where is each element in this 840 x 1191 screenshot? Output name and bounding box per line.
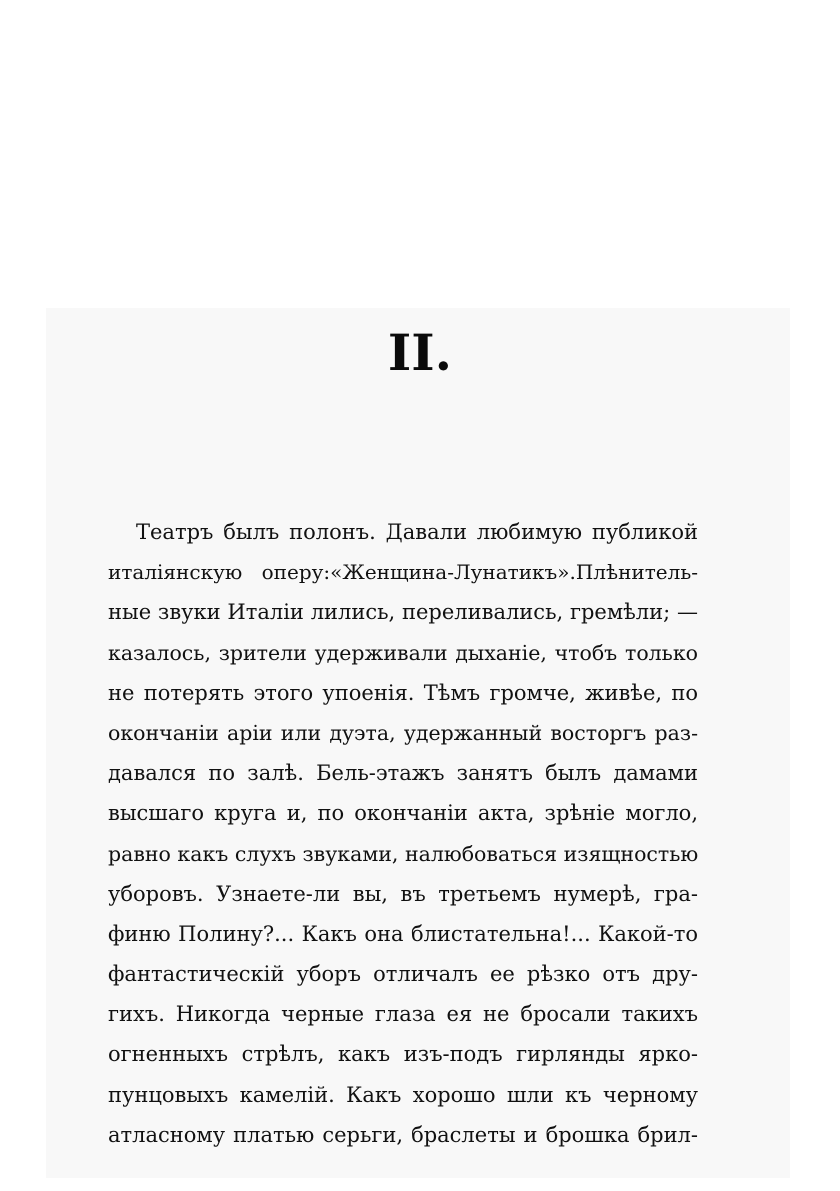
body-text <box>108 512 698 1155</box>
text-line: казалось, зрители удерживали дыханіе, чтобъ только <box>108 640 698 665</box>
text-line: Театръ былъ полонъ. Давали любимую публикой <box>136 520 698 544</box>
text-line: пунцовыхъ камелій. Какъ хорошо шли къ черному <box>108 1082 698 1107</box>
text-line: окончаніи аріи или дуэта, удержанный восторгъ раз- <box>108 720 698 745</box>
text-line: равно какъ слухъ звуками, налюбоваться изящностью <box>108 841 698 866</box>
text-line: не потерять этого упоенія. Тѣмъ громче, живѣе, по <box>108 680 698 705</box>
text-line: гихъ. Никогда черные глаза ея не бросали такихъ <box>108 1002 698 1027</box>
text-line: огненныхъ стрѣлъ, какъ изъ-подъ гирлянды ярко- <box>108 1042 698 1067</box>
text-line: фантастическій уборъ отличалъ ее рѣзко отъ дру- <box>108 962 698 987</box>
text-line: италіянскую оперу:«Женщина-Лунатикъ».Плѣнитель- <box>108 560 698 585</box>
text-line: высшаго круга и, по окончаніи акта, зрѣніе могло, <box>108 801 698 826</box>
text-line: атласному платью серьги, браслеты и брошка брил- <box>108 1122 698 1147</box>
chapter-heading: II. <box>387 323 453 382</box>
text-line: ные звуки Италіи лились, переливались, гремѣли; — <box>108 600 698 625</box>
text-line: финю Полину?... Какъ она блистательна!... Какой-то <box>108 921 698 946</box>
text-line: уборовъ. Узнаете-ли вы, въ третьемъ нумерѣ, гра- <box>108 881 698 906</box>
text-line: давался по залѣ. Бель-этажъ занятъ былъ дамами <box>108 761 698 786</box>
